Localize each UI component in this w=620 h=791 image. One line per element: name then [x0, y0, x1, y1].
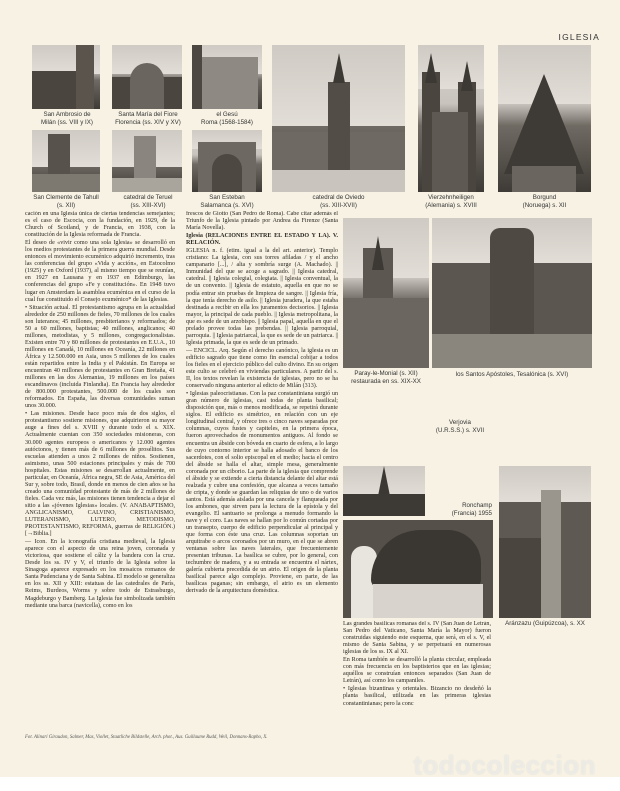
caption-catedral-oviedo: catedral de Oviedo (ss. XIII-XVII): [312, 194, 365, 209]
caption-vierzehnheiligen: Vierzehnheiligen (Alemania) s. XVIII: [425, 194, 477, 209]
caption-aranzazu: Aránzazu (Guipúzcoa), s. XX: [505, 620, 585, 627]
caption-santa-maria-fiore: Santa María del Fiore Florencia (ss. XIV y XV): [115, 111, 181, 126]
caption-santos-apostoles: los Santos Apóstoles, Tesalónica (s. XVI): [455, 371, 569, 378]
text-column-middle: [186, 211, 338, 731]
paragraph: • Iglesias bizantinas y orientales. Bizancio no desdeñó la planta basilical, utilizada en las primeras iglesias constantinianas; pero la conc: [343, 686, 491, 707]
paragraph: cación en una Iglesia única de ciertas tendencias semejantes; es el caso de Escocia, con la fundación, en 1929, de la Church of Scotland, y de Francia, en 1938, con la constitución de la Iglesia reformada de Francia.: [25, 211, 175, 239]
paragraph: — Icon. En la iconografía cristiana medieval, la Iglesia aparece con el aspecto de una reina joven, coronada y victoriosa, que sostiene el cáliz y la bandera con la cruz. Desde los ss. IV y V, el triunfo de la Iglesia sobre la Sinagoga aparece expresado en los mosaicos romanos de Santa Pudenciana y de Santa Sabina. El modelo se generaliza en los ss. XII y XIII: estatuas de las catedrales de París, Reims, Burdeos, Worms y sobre todo de Estrasburgo, Magdeburgo y Bamberg. La Iglesia fue simbolizada también mediante una barca (navicella), como en los: [25, 539, 175, 609]
entry-heading-main: IGLESIA n. f. (etim. igual a la del art. anterior). Templo cristiano: La iglesia, con sus torres afiladas / y el ancho campanario [...], / alta y sombría surge (A. Machado). || Inmunidad del que se acoge a sagrado. || Iglesia catedral, catedral. || Iglesia colegial, colegiata. || Iglesia conventual, la de un convento. || Iglesia de estatuto, aquella en que no se podía entrar sin pruebas de limpieza de sangre. || Iglesia fría, la que tenía derecho de asilo. || Iglesia juradera, la que estaba destinada a recibir en ella los juramentos decisorios. || Iglesia mayor, la principal de cada pueblo. || Iglesia metropolitana, la que es sede de un arzobispo. || Iglesia papal, aquella en que el prelado provee todas las prebendas. || Iglesia parroquial, parroquia. || Iglesia patriarcal, la que es sede de un patriarca. || Iglesia primada, la que es sede de un primado.: [186, 248, 338, 346]
caption-san-ambrogio: San Ambrosio de Milán (ss. VIII y IX): [41, 111, 93, 126]
caption-borgund: Borgund (Noruega) s. XII: [522, 194, 567, 209]
entry-heading: Iglesia (RELACIONES ENTRE EL ESTADO Y LA). V. RELACIÓN.: [186, 233, 338, 247]
photo-san-clemente-tahull: [32, 130, 100, 192]
paragraph: Las grandes basílicas romanas del s. IV (San Juan de Letrán, San Pedro del Vaticano, Santa María la Mayor) fueron construidas siguiendo este esquema, que será, en el s. V, el mismo de Santa Sabina, y se perpetuará en numerosas iglesias de los ss. IX al XI.: [343, 621, 491, 656]
caption-catedral-teruel: catedral de Teruel (ss. XIII-XVI): [123, 194, 173, 209]
paragraph: • Iglesias paleocristianas. Con la paz constantiniana surgió un gran número de iglesias, casi todas de planta basilical; disposición que, más o menos modificada, se repetirá durante siglos. El edificio es simétrico, en relación con un eje longitudinal central, y ofrece tres o cinco naves separadas por columnas, cuyos fustes y capiteles, en la primera época, fueron aprovechados de monumentos antiguos. Al fondo se encuentra un ábside con bóveda en cuarto de esfera, a lo largo de cuyo contorno interior se halla adosado el banco de los sacerdotes, con el solio episcopal en el medio; hacia el centro del ábside se halla el altar, simple mesa, generalmente coronada por un ciborio. La parte de la iglesia que comprende el ábside y se extiende a cierta distancia delante del altar está realzada y cubre una confesión, que alcanza a veces tamaño de cripta, y donde se guardan las reliquias de uno o de varios santos. Está además aislada por una cancela y flanqueada por los ambones, que sirven para la lectura de la epístola y del evangelio. El santuario se prolonga a menudo formando la nave y el coro. Las naves se hallan por lo común cortadas por un transepto, cuerpo de edificio perpendicular al principal y que forma con éste una cruz. Las columnas soportan un arquitrabe o arcos coronados por un muro, en el que se abren ventanas sobre las naves laterales, que frecuentemente presentan tribunas. La basílica se cubre, por lo general, con techumbre de madera, y a su entrada se encuentra el nártex, galería cubierta precedida de un atrio. El origen de la planta basilical parece algo complejo. Proviene, en parte, de las basílicas paganas; sin embargo, el atrio es un elemento derivado de la arquitectura doméstica.: [186, 391, 338, 595]
photo-catedral-oviedo: [272, 45, 405, 192]
photo-verjovia: [343, 466, 425, 516]
paragraph: • Las misiones. Desde hace poco más de dos siglos, el protestantismo sostiene misiones, que adquirieron su mayor auge a fines del s. XVIII y durante todo el s. XIX. Actualmente cuentan con 350 sociedades misioneras, con 30.000 agentes europeos o americanos y 12.000 agentes autóctonos, y tienen más de 6 millones de prosélitos. Sus escuelas atienden a unos 2 millones de niños. Sostienen, asimismo, unas 500 estaciones principales y más de 700 hospitales. Estas misiones se desarrollan actualmente, en particular, en Oceanía, África negra, SE de Asia, América del Sur y, sobre todo, Brasil, donde en menos de cien años se ha creado una comunidad protestante de más de 2 millones de fieles. Cada vez más, las misiones tienen tendencia a dejar el sitio a las «jóvenes Iglesias» locales. (V. ANABAPTISMO, ANGLICANISMO, CALVINO, CRISTIANISMO, LUTERANISMO, LUTERO, METODISMO, PROTESTANTISMO, REFORMA, guerras de RELIGIÓN.) [→Biblia.]: [25, 411, 175, 538]
paragraph: En Roma también se desarrolló la planta circular, empleada con más frecuencia en los baptisterios que en las iglesias; aquéllos se construían entonces separados (San Juan de Letrán), así como los campaniles.: [343, 657, 491, 685]
photo-santa-maria-fiore: [112, 45, 182, 109]
photo-vierzehnheiligen: [418, 45, 484, 192]
photo-ronchamp: [343, 520, 493, 618]
paragraph: — ENCICL. Arq. Según el derecho canónico, la iglesia es un edificio sagrado que tiene como fin esencial cobijar a todos los fieles en el ejercicio público del culto divino. En su origen este culto se celebró en viviendas particulares. A partir del s. II, los textos revelan la existencia de iglesias, pero no se ha conservado ninguna anterior al edicto de Milán (313).: [186, 347, 338, 390]
photo-aranzazu: [499, 466, 591, 618]
photo-santos-apostoles: [432, 218, 592, 368]
text-column-right: [343, 621, 491, 731]
photo-borgund: [498, 45, 591, 192]
caption-paray-le-monial: Paray-le-Monial (s. XII) restaurada en ss. XIX-XX: [351, 370, 421, 385]
paragraph: frescos de Giotto (San Pedro de Roma). Cabe citar además el Triunfo de la Iglesia pintado por Andrea da Firenze (Santa María Novella).: [186, 211, 338, 232]
paragraph: El deseo de «vivir como una sola Iglesia» se desarrolló en los medios protestantes de la primera guerra mundial. Desde entonces el movimiento ecuménico adquirió incremento, tras las conferencias del grupo «Vida y acción», en Estocolmo (1925) y en Oxford (1937), al mismo tiempo que se reunían, en 1927 en Lausana y en 1937 en Edimburgo, las conferencias del grupo «Fe y constitución». En 1948 tuvo lugar en Amsterdam la asamblea ecuménica en el curso de la cual fue constituido el Consejo ecuménico* de las Iglesias.: [25, 240, 175, 303]
caption-san-clemente-tahull: San Clemente de Tahull (s. XII): [33, 194, 99, 209]
text-column-left: [25, 211, 175, 731]
caption-el-gesu: el Gesú Roma (1568-1584): [201, 111, 253, 126]
photo-catedral-teruel: [112, 130, 182, 192]
photo-credits: Fot. Alinari Giraudon, Salmer, Mas, Viollet, Staatliche Bildstelle, Arch. phot., Aus. Guillaume Rudd, Weil, Donnans-Rapho, X.: [25, 735, 268, 740]
caption-verjovia: Verjovia (U.R.S.S.) s. XVII: [435, 419, 485, 434]
watermark: todocoleccion: [413, 750, 596, 780]
photo-el-gesu: [192, 45, 262, 109]
photo-san-esteban: [192, 130, 262, 192]
caption-san-esteban: San Esteban Salamanca (s. XVI): [200, 194, 254, 209]
caption-ronchamp: Ronchamp (Francia) 1955: [451, 502, 492, 517]
paragraph: • Situación actual. El protestantismo agrupa en la actualidad alrededor de 250 millones de fieles, 70 millones de los cuales son luteranos; 45 millones, presbiterianos y reformados; de 50 a 60 millones, baptistas; 40 millones, anglicanos; 40 millones, metodistas, y 5 millones, congregacionalistas. Existen entre 70 y 80 millones de protestantes en E.U.A., 10 millones en Canadá, 10 millones en Oceanía, 22 millones en África y 12.500.000 en Asia, unos 5 millones de los cuales están repartidos entre la India y el Pakistán. En Europa se encuentran 40 millones de protestantes en Gran Bretaña, 41 millones en las dos Alemanias, 19 millones en los países escandinavos (incluida Finlandia). En Francia hay alrededor de 800.000 protestantes, 500.000 de los cuales son reformados. En España, las diversas comunidades suman unos 30.000.: [25, 304, 175, 410]
page-header: IGLESIA: [558, 32, 600, 42]
photo-san-ambrogio: [32, 45, 100, 109]
photo-paray-le-monial: [343, 218, 429, 368]
